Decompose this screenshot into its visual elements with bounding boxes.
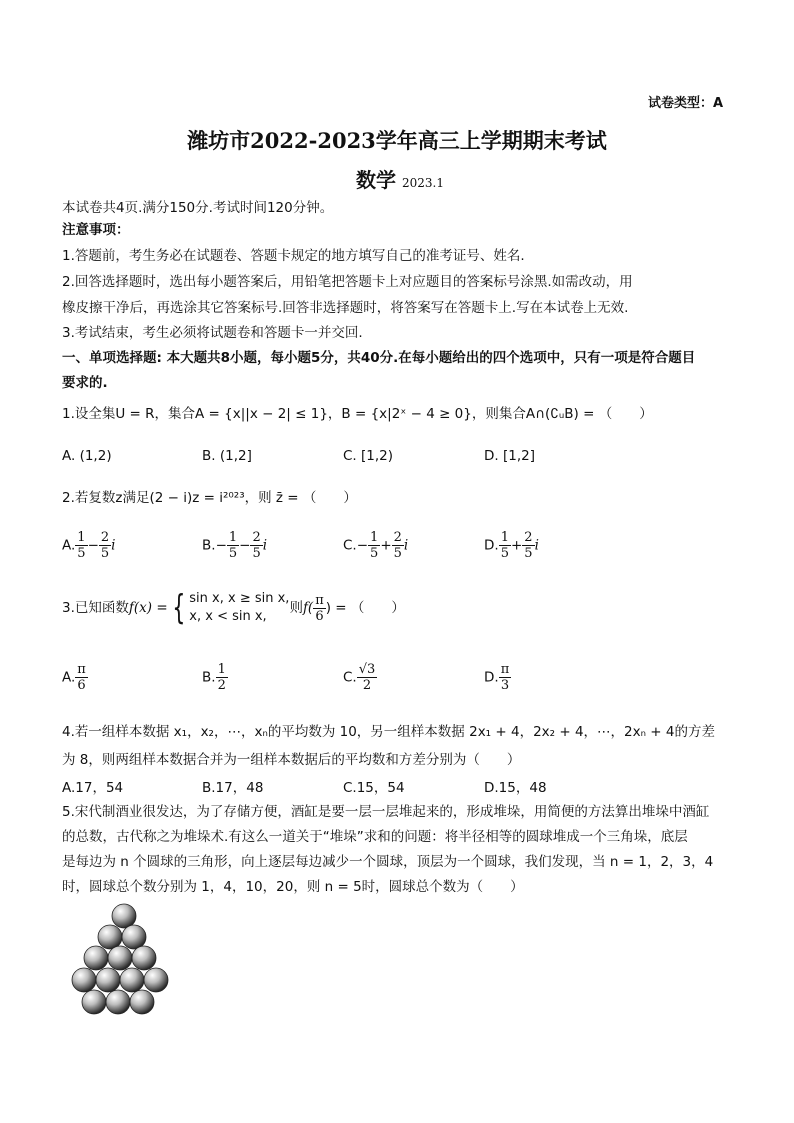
notice-heading: 注意事项： [62, 222, 130, 238]
notice-2: 2.回答选择题时，选出每小题答案后，用铅笔把答题卡上对应题目的答案标号涂黑.如需改动，用 [62, 274, 633, 290]
q1-option-b: B. (1,2] [202, 448, 252, 464]
q5-line3: 是每边为 n 个圆球的三角形，向上逐层每边减少一个圆球，顶层为一个圆球，我们发现，当 n = 1，2，3，4 [62, 854, 714, 870]
q4-line2: 为 8，则两组样本数据合并为一组样本数据后的平均数和方差分别为（ ） [62, 752, 521, 768]
section1-heading: 一、单项选择题: 本大题共8小题，每小题5分，共40分.在每小题给出的四个选项中，只有一项是符合题目 [62, 350, 696, 366]
q2-stem: 2.若复数z满足(2 − i)z = i²⁰²³，则 z̄ = （ ） [62, 490, 357, 506]
q4-option-b: B.17，48 [202, 780, 264, 796]
ball-pyramid-image [66, 900, 176, 1018]
q4-option-c: C.15，54 [343, 780, 405, 796]
q2-option-d: D. $\frac{1}{5}$ + $\frac{2}{5}$ i [484, 530, 539, 561]
q2-option-b: B.− $\frac{1}{5}$ − $\frac{2}{5}$ i [202, 530, 268, 561]
q1-option-d: D. [1,2] [484, 448, 535, 464]
q5-line2: 的总数，古代称之为堆垛术.有这么一道关于“堆垛”求和的问题：将半径相等的圆球堆成一个三角垛，底层 [62, 829, 688, 845]
q2-option-a: A. $\frac{1}{5}$ − $\frac{2}{5}$ i [62, 530, 116, 561]
subject-date: 2023.1 [402, 176, 444, 190]
intro-line: 本试卷共4页.满分150分.考试时间120分钟。 [62, 200, 334, 216]
q5-line4: 时，圆球总个数分别为 1，4，10，20，则 n = 5时，圆球总个数为（ ） [62, 879, 524, 895]
q1-option-a: A. (1,2) [62, 448, 112, 464]
subject-heading [356, 164, 444, 193]
q2-option-c: C.− $\frac{1}{5}$ + $\frac{2}{5}$ i [343, 530, 409, 561]
q3-option-d: D. $\frac{\pi}{3}$ [484, 662, 510, 693]
q3-option-b: B. $\frac{1}{2}$ [202, 662, 226, 693]
notice-3: 3.考试结束，考生必须将试题卷和答题卡一并交回. [62, 325, 363, 341]
q4-option-d: D.15，48 [484, 780, 547, 796]
q3-option-a: A. $\frac{\pi}{6}$ [62, 662, 86, 693]
q4-option-a: A.17，54 [62, 780, 124, 796]
q1-stem: 1.设全集U = R，集合A = {x||x − 2| ≤ 1}，B = {x|2ˣ − 4 ≥ 0}，则集合A∩(∁ᵤB) = （ ） [62, 406, 653, 422]
paper-type: 试卷类型：A [648, 96, 724, 111]
q4-line1: 4.若一组样本数据 x₁，x₂，⋯，xₙ的平均数为 10，另一组样本数据 2x₁ + 4，2x₂ + 4，⋯，2xₙ + 4的方差 [62, 724, 715, 740]
notice-1: 1.答题前，考生务必在试题卷、答题卡规定的地方填写自己的准考证号、姓名. [62, 248, 525, 264]
q3-option-c: C. $\frac{√3}{2}$ [343, 662, 376, 693]
q1-option-c: C. [1,2) [343, 448, 394, 464]
subject-name: 数学 [356, 168, 396, 192]
q5-line1: 5.宋代制酒业很发达，为了存储方便，酒缸是要一层一层堆起来的，形成堆垛，用简便的方法算出堆垛中酒缸 [62, 804, 710, 820]
section1-heading-cont: 要求的. [62, 375, 108, 391]
q3-stem: 3.已知函数f(x) = { sin x, x ≥ sin x, x, x < sin x, 则f( $\frac{\pi}{6}$ ) = （ ） [62, 588, 405, 628]
exam-title: 潍坊市2022-2023学年高三上学期期末考试 [187, 128, 607, 153]
brace-symbol: { [171, 588, 185, 628]
notice-2-cont: 橡皮擦干净后，再选涂其它答案标号.回答非选择题时，将答案写在答题卡上.写在本试卷上无效. [62, 300, 629, 316]
